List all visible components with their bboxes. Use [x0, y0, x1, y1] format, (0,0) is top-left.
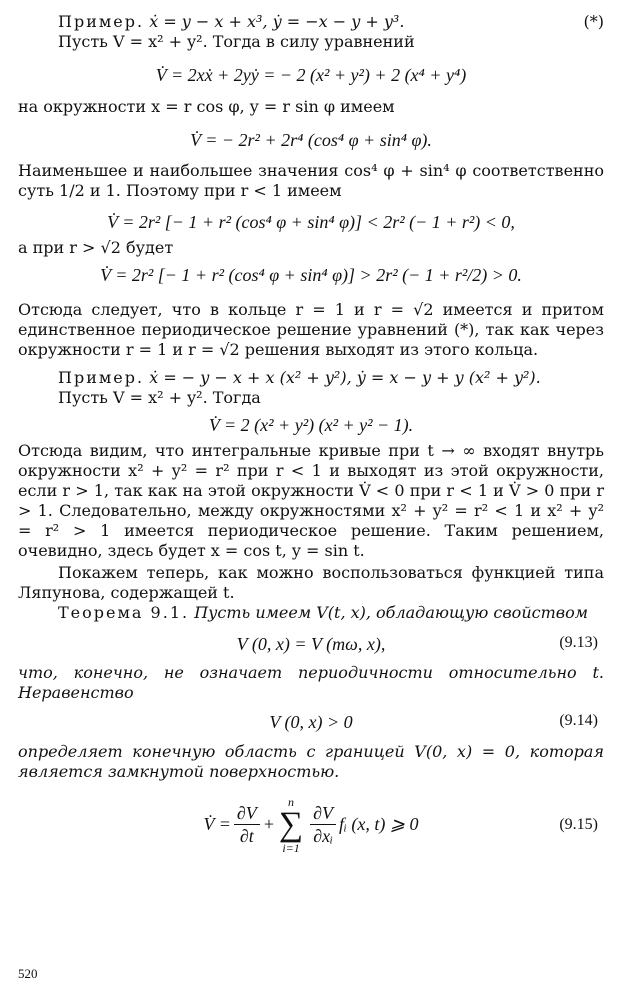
transition-paragraph: Покажем теперь, как можно воспользоваться функцией типа Ляпунова, содержащей t. [18, 562, 604, 602]
example2-eq1: V̇ = 2 (x² + y²) (x² + y² − 1). [208, 415, 414, 435]
theorem-eq3-frac2 [310, 802, 336, 848]
theorem-text2: что, конечно, не означает периодичности относительно t. Неравенство [18, 663, 604, 702]
page-number: 520 [18, 966, 38, 981]
example1-eq4: V̇ = 2r² [− 1 + r² (cos⁴ φ + sin⁴ φ)] > 2r² (− 1 + r²/2) > 0. [100, 264, 522, 285]
theorem-eq3-sum-sign: ∑ [278, 805, 304, 843]
theorem-eq3-sum-bottom: i=1 [282, 840, 300, 855]
theorem-eq3-lhs: V̇ = [203, 814, 231, 835]
theorem-eq1-body: V (0, x) = V (mω, x), [236, 633, 386, 654]
theorem-eq3-frac1 [234, 802, 260, 848]
example1-line3: на окружности x = r cos φ, y = r sin φ имеем [18, 96, 395, 116]
theorem-eq3-frac1-den: ∂t [239, 826, 254, 846]
theorem-eq3-number: (9.15) [559, 815, 598, 833]
example1-eq2: V̇ = − 2r² + 2r⁴ (cos⁴ φ + sin⁴ φ). [190, 129, 432, 150]
theorem-eq2-number: (9.14) [559, 712, 598, 729]
theorem-eq3-plus: + [262, 814, 275, 835]
theorem-eq3 [18, 796, 604, 854]
example2-line3: Отсюда видим, что интегральные кривые при t → ∞ входят внутрь окружности x² + y² = r² при r < 1 и выходят из этой окружности, если r > 1, так как на этой окружности V̇ < 0 при r < 1 и V̇ > 0 при r > 1. Следовательно, между окружностями x² + y² = r² < 1 и x² + y² = r² > 1 имеется периодическое решение. Таким решением, очевидно, здесь будет x = cos t, y = sin t. [18, 440, 604, 560]
example1-header [18, 12, 604, 32]
example1-tag: (*) [583, 12, 604, 31]
theorem-intro [18, 603, 604, 623]
example2-header [18, 368, 604, 388]
theorem-eq2 [18, 711, 604, 734]
theorem-text3: определяет конечную область с границей V(0, x) = 0, которая является замкнутой поверхностью. [18, 741, 604, 781]
theorem-text1: Пусть имеем V(t, x), обладающую свойством [194, 602, 588, 622]
example1-line6: Отсюда следует, что в кольце r = 1 и r = √2 имеется и притом единственное периодическое решение уравнений (*), так как через окружности r = 1 и r = √2 решения выходят из этого кольца. [18, 300, 604, 359]
example1-label: Пример. [58, 12, 145, 31]
example2-line2: Пусть V = x² + y². Тогда [58, 388, 261, 407]
theorem-eq3-frac1-num: ∂V [234, 802, 260, 826]
theorem-eq1 [18, 633, 604, 656]
example1-eq3: V̇ = 2r² [− 1 + r² (cos⁴ φ + sin⁴ φ)] < 2r² (− 1 + r²) < 0, [107, 212, 515, 232]
example1-line5: а при r > √2 будет [18, 237, 174, 257]
example2-label: Пример. [58, 368, 145, 387]
example1-line2: Пусть V = x² + y². Тогда в силу уравнений [58, 32, 415, 51]
theorem-eq3-frac2-num: ∂V [310, 802, 336, 826]
example1-system: ẋ = y − x + x³, ẏ = −x − y + y³. [149, 12, 405, 31]
theorem-label: Теорема 9.1. [58, 602, 190, 622]
theorem-eq3-sum-top: n [288, 794, 295, 809]
page-body [18, 6, 604, 854]
example1-eq1: V̇ = 2xẋ + 2yẏ = − 2 (x² + y²) + 2 (x⁴ + y⁴) [155, 65, 467, 85]
theorem-eq3-frac2-den: ∂xᵢ [313, 826, 333, 846]
theorem-eq3-tail: fᵢ (x, t) ⩾ 0 [339, 814, 419, 835]
theorem-eq3-sum [279, 796, 303, 854]
example1-line4: Наименьшее и наибольшее значения cos⁴ φ + sin⁴ φ соответственно суть 1/2 и 1. Поэтому при r < 1 имеем [18, 161, 604, 200]
theorem-eq1-number: (9.13) [559, 633, 598, 651]
theorem-eq2-body: V (0, x) > 0 [269, 712, 353, 732]
example2-system: ẋ = − y − x + x (x² + y²), ẏ = x − y + y (x² + y²). [149, 368, 541, 387]
